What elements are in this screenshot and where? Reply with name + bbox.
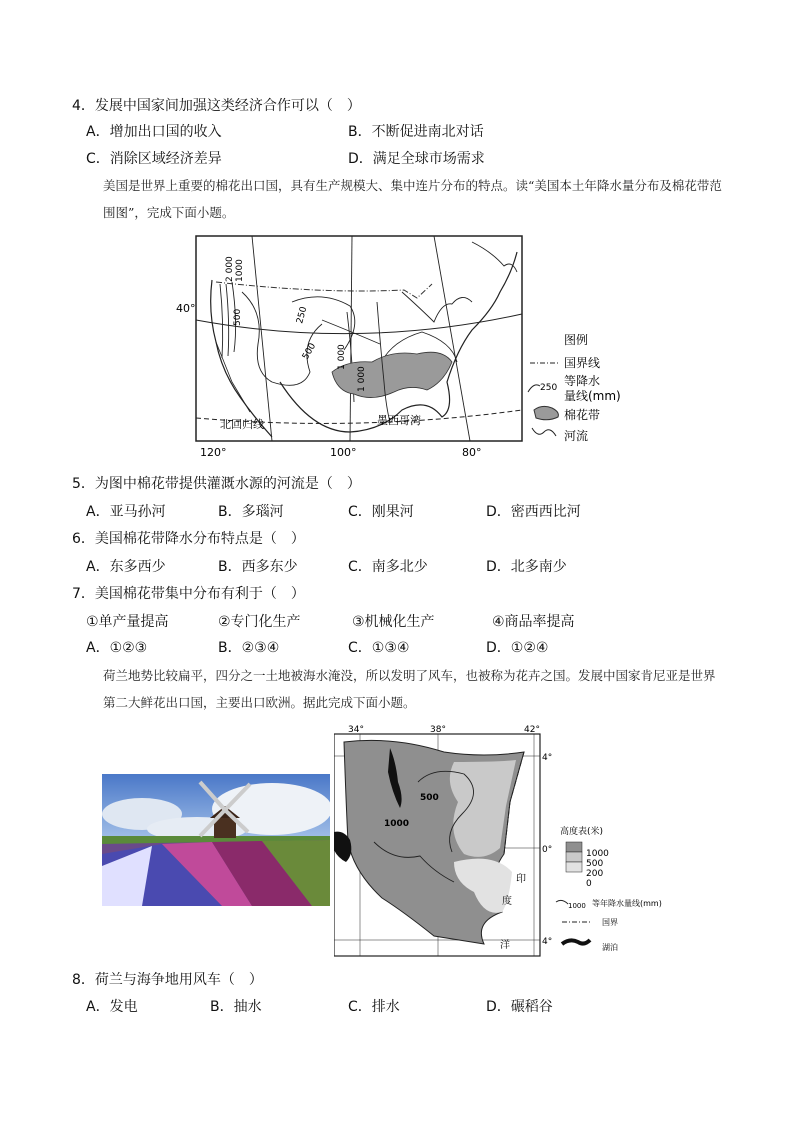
ocean-char-1: 印 [516,874,526,885]
elev-500: 500 [586,859,604,869]
q7-item-1: ①单产量提高 [86,614,169,630]
isoline-label-1000: 1000 [235,259,245,282]
kenya-map [334,722,702,958]
q7-item-2: ②专门化生产 [218,614,301,630]
q4-option-c[interactable]: C．消除区域经济差异 [86,151,222,167]
intro-paragraph-2: 荷兰地势比较扁平，四分之一土地被海水淹没，所以发明了风车，也被称为花卉之国。发展中国家肯尼亚是世界第二大鲜花出口国，主要出口欧洲。据此完成下面小题。 [103,668,716,710]
lat-4s: 4° [542,937,553,947]
tropic-label: 北回归线 [220,418,264,431]
usa-precipitation-map [172,232,622,460]
isoline-label-1000-b: 1 000 [357,366,367,392]
elev-200: 200 [586,869,604,879]
q8-option-b[interactable]: B．抽水 [210,999,262,1015]
kenya-isoline-500: 500 [420,793,439,803]
question-8-stem: 8．荷兰与海争地用风车（ ） [72,972,263,988]
isoline-label-2000: 2 000 [225,256,235,282]
q5-option-a[interactable]: A．亚马孙河 [86,504,166,520]
question-6-stem: 6．美国棉花带降水分布特点是（ ） [72,531,305,547]
legend-title: 图例 [564,333,589,347]
ocean-char-2: 度 [502,896,512,907]
q4-option-b[interactable]: B．不断促进南北对话 [348,124,484,140]
cotton-belt-icon [534,406,558,419]
q7-option-c[interactable]: C．①③④ [348,640,410,656]
q8-option-d[interactable]: D．碾稻谷 [486,999,553,1015]
question-7-stem: 7．美国棉花带集中分布有利于（ ） [72,586,305,602]
isoline-icon [528,385,540,392]
isoline-label-250: 250 [295,305,310,325]
q8-option-c[interactable]: C．排水 [348,999,400,1015]
q6-option-a[interactable]: A．东多西少 [86,559,166,575]
q6-option-d[interactable]: D．北多南少 [486,559,567,575]
lat-0: 0° [542,845,553,855]
legend-isoline-value: 250 [540,383,558,393]
isoline-label-500: 500 [300,341,319,362]
legend-cotton: 棉花带 [564,408,601,422]
rain-isoline-label: 等年降水量线(mm) [592,899,662,908]
q7-item-3: ③机械化生产 [352,614,435,630]
lon-label-80: 80° [462,446,482,459]
legend-lake: 湖泊 [602,943,618,952]
isoline-label-500-west: 500 [233,308,243,326]
ocean-char-3: 洋 [500,940,510,951]
elev-0: 0 [586,879,592,889]
legend-border: 国界线 [564,356,601,370]
lon-label-100: 100° [330,446,357,459]
intro-paragraph-1: 美国是世界上重要的棉花出口国，具有生产规模大、集中连片分布的特点。读“美国本土年降水量分布及棉花带范围图”，完成下面小题。 [103,178,722,220]
q5-option-c[interactable]: C．刚果河 [348,504,414,520]
lat-4n: 4° [542,753,553,763]
q7-item-4: ④商品率提高 [492,614,575,630]
elevation-legend-title: 高度表(米) [560,827,604,837]
q5-option-b[interactable]: B．多瑙河 [218,504,284,520]
q7-option-a[interactable]: A．①②③ [86,640,148,656]
lon-label-120: 120° [200,446,227,459]
isoline-label-1000-a: 1 000 [337,344,347,370]
question-4-stem: 4．发展中国家间加强这类经济合作可以（ ） [72,98,361,114]
q4-option-a[interactable]: A．增加出口国的收入 [86,124,222,140]
windmill-tulip-photo [102,774,330,906]
lake-icon [562,940,590,944]
lon-38: 38° [430,725,446,735]
q8-option-a[interactable]: A．发电 [86,999,138,1015]
kenya-isoline-1000: 1000 [384,819,410,829]
legend-isoline-1: 等降水 [564,374,601,388]
q7-option-b[interactable]: B．②③④ [218,640,280,656]
q6-option-c[interactable]: C．南多北少 [348,559,428,575]
river-icon [532,428,556,436]
legend-river: 河流 [564,429,589,443]
legend-isoline-2: 量线(mm) [564,389,621,403]
question-5-stem: 5．为图中棉花带提供灌溉水源的河流是（ ） [72,476,361,492]
elev-1000: 1000 [586,849,609,859]
rain-isoline-icon [556,900,568,904]
gulf-label: 墨西哥湾 [377,414,421,427]
q5-option-d[interactable]: D．密西西比河 [486,504,581,520]
lon-34: 34° [348,725,364,735]
q4-option-d[interactable]: D．满足全球市场需求 [348,151,485,167]
q7-option-d[interactable]: D．①②④ [486,640,549,656]
lon-42: 42° [524,725,540,735]
legend-border-kenya: 国界 [602,918,618,927]
q6-option-b[interactable]: B．西多东少 [218,559,298,575]
rain-isoline-value: 1000 [568,902,586,910]
lat-label-40: 40° [176,302,196,315]
